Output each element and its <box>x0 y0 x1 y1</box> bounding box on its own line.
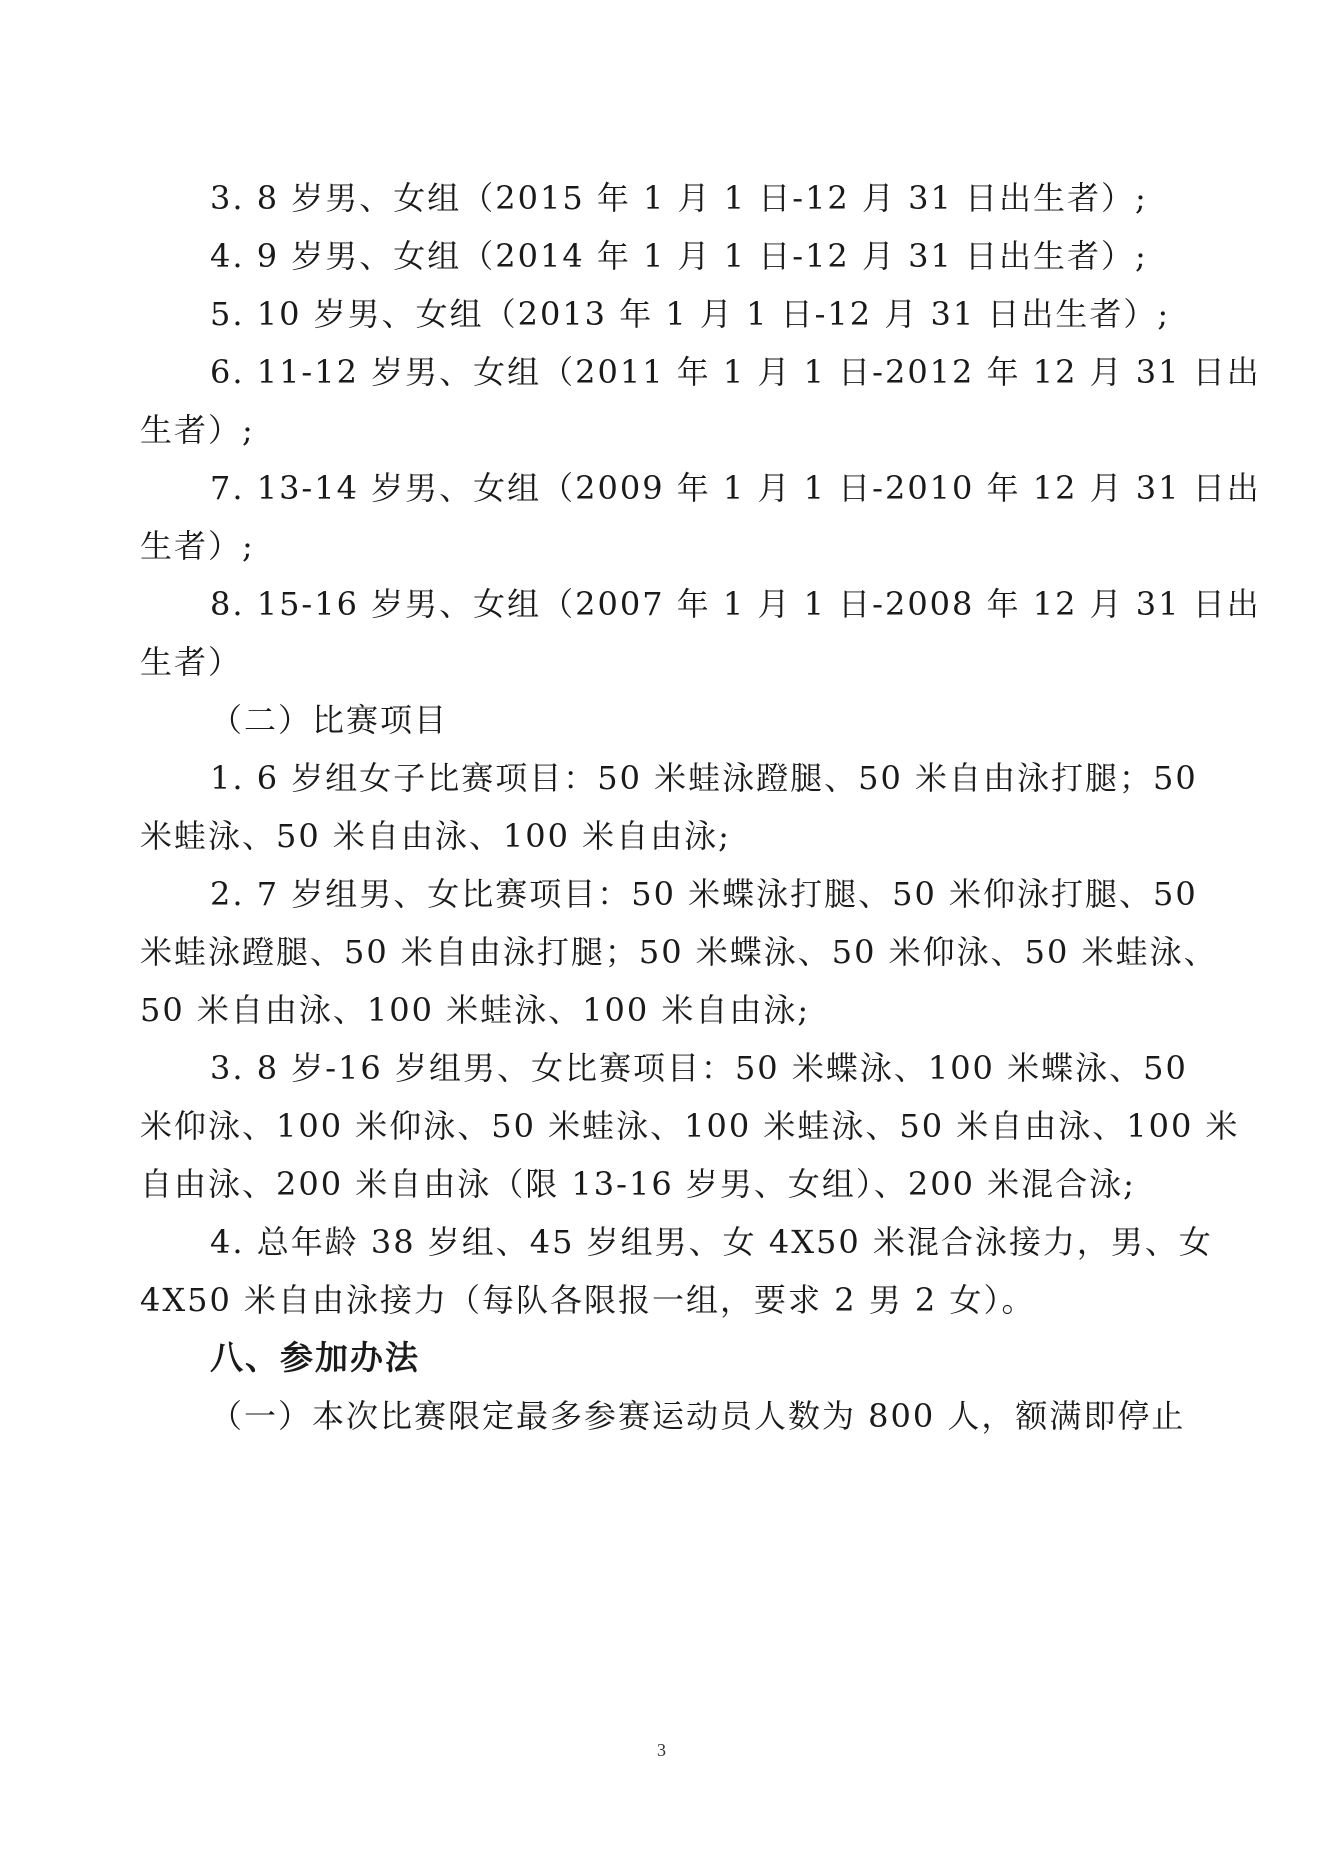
events-8-16yr-cont-1: 米仰泳、100 米仰泳、50 米蛙泳、100 米蛙泳、50 米自由泳、100 米 <box>140 1107 1240 1145</box>
item-10yr-group: 5. 10 岁男、女组（2013 年 1 月 1 日-12 月 31 日出生者）; <box>210 295 1171 333</box>
item-11-12yr-group-cont: 生者）; <box>140 411 255 449</box>
events-relay: 4. 总年龄 38 岁组、45 岁组男、女 4X50 米混合泳接力，男、女 <box>210 1223 1213 1261</box>
events-7yr-cont-2: 50 米自由泳、100 米蛙泳、100 米自由泳; <box>140 991 811 1029</box>
item-13-14yr-group-cont: 生者）; <box>140 527 255 565</box>
events-relay-cont: 4X50 米自由泳接力（每队各限报一组，要求 2 男 2 女）。 <box>140 1281 1036 1319</box>
item-13-14yr-group: 7. 13-14 岁男、女组（2009 年 1 月 1 日-2010 年 12 月 31 日出 <box>210 469 1261 507</box>
events-6yr: 1. 6 岁组女子比赛项目：50 米蛙泳蹬腿、50 米自由泳打腿；50 <box>210 759 1198 797</box>
events-7yr: 2. 7 岁组男、女比赛项目：50 米蝶泳打腿、50 米仰泳打腿、50 <box>210 875 1198 913</box>
events-6yr-cont: 米蛙泳、50 米自由泳、100 米自由泳; <box>140 817 731 855</box>
page-number: 3 <box>657 1740 666 1760</box>
item-15-16yr-group-cont: 生者） <box>140 643 243 681</box>
events-8-16yr: 3. 8 岁-16 岁组男、女比赛项目：50 米蝶泳、100 米蝶泳、50 <box>210 1049 1188 1087</box>
item-11-12yr-group: 6. 11-12 岁男、女组（2011 年 1 月 1 日-2012 年 12 月 31 日出 <box>210 353 1261 391</box>
section-heading-participation: 八、参加办法 <box>210 1338 420 1377</box>
item-15-16yr-group: 8. 15-16 岁男、女组（2007 年 1 月 1 日-2008 年 12 月 31 日出 <box>210 585 1261 623</box>
item-8yr-group: 3. 8 岁男、女组（2015 年 1 月 1 日-12 月 31 日出生者）; <box>210 179 1148 217</box>
events-8-16yr-cont-2: 自由泳、200 米自由泳（限 13-16 岁男、女组）、200 米混合泳; <box>140 1165 1136 1203</box>
item-9yr-group: 4. 9 岁男、女组（2014 年 1 月 1 日-12 月 31 日出生者）; <box>210 237 1148 275</box>
participation-item-1: （一）本次比赛限定最多参赛运动员人数为 800 人，额满即停止 <box>210 1397 1186 1435</box>
events-7yr-cont-1: 米蛙泳蹬腿、50 米自由泳打腿；50 米蝶泳、50 米仰泳、50 米蛙泳、 <box>140 933 1218 971</box>
section-heading-events: （二）比赛项目 <box>210 701 449 739</box>
